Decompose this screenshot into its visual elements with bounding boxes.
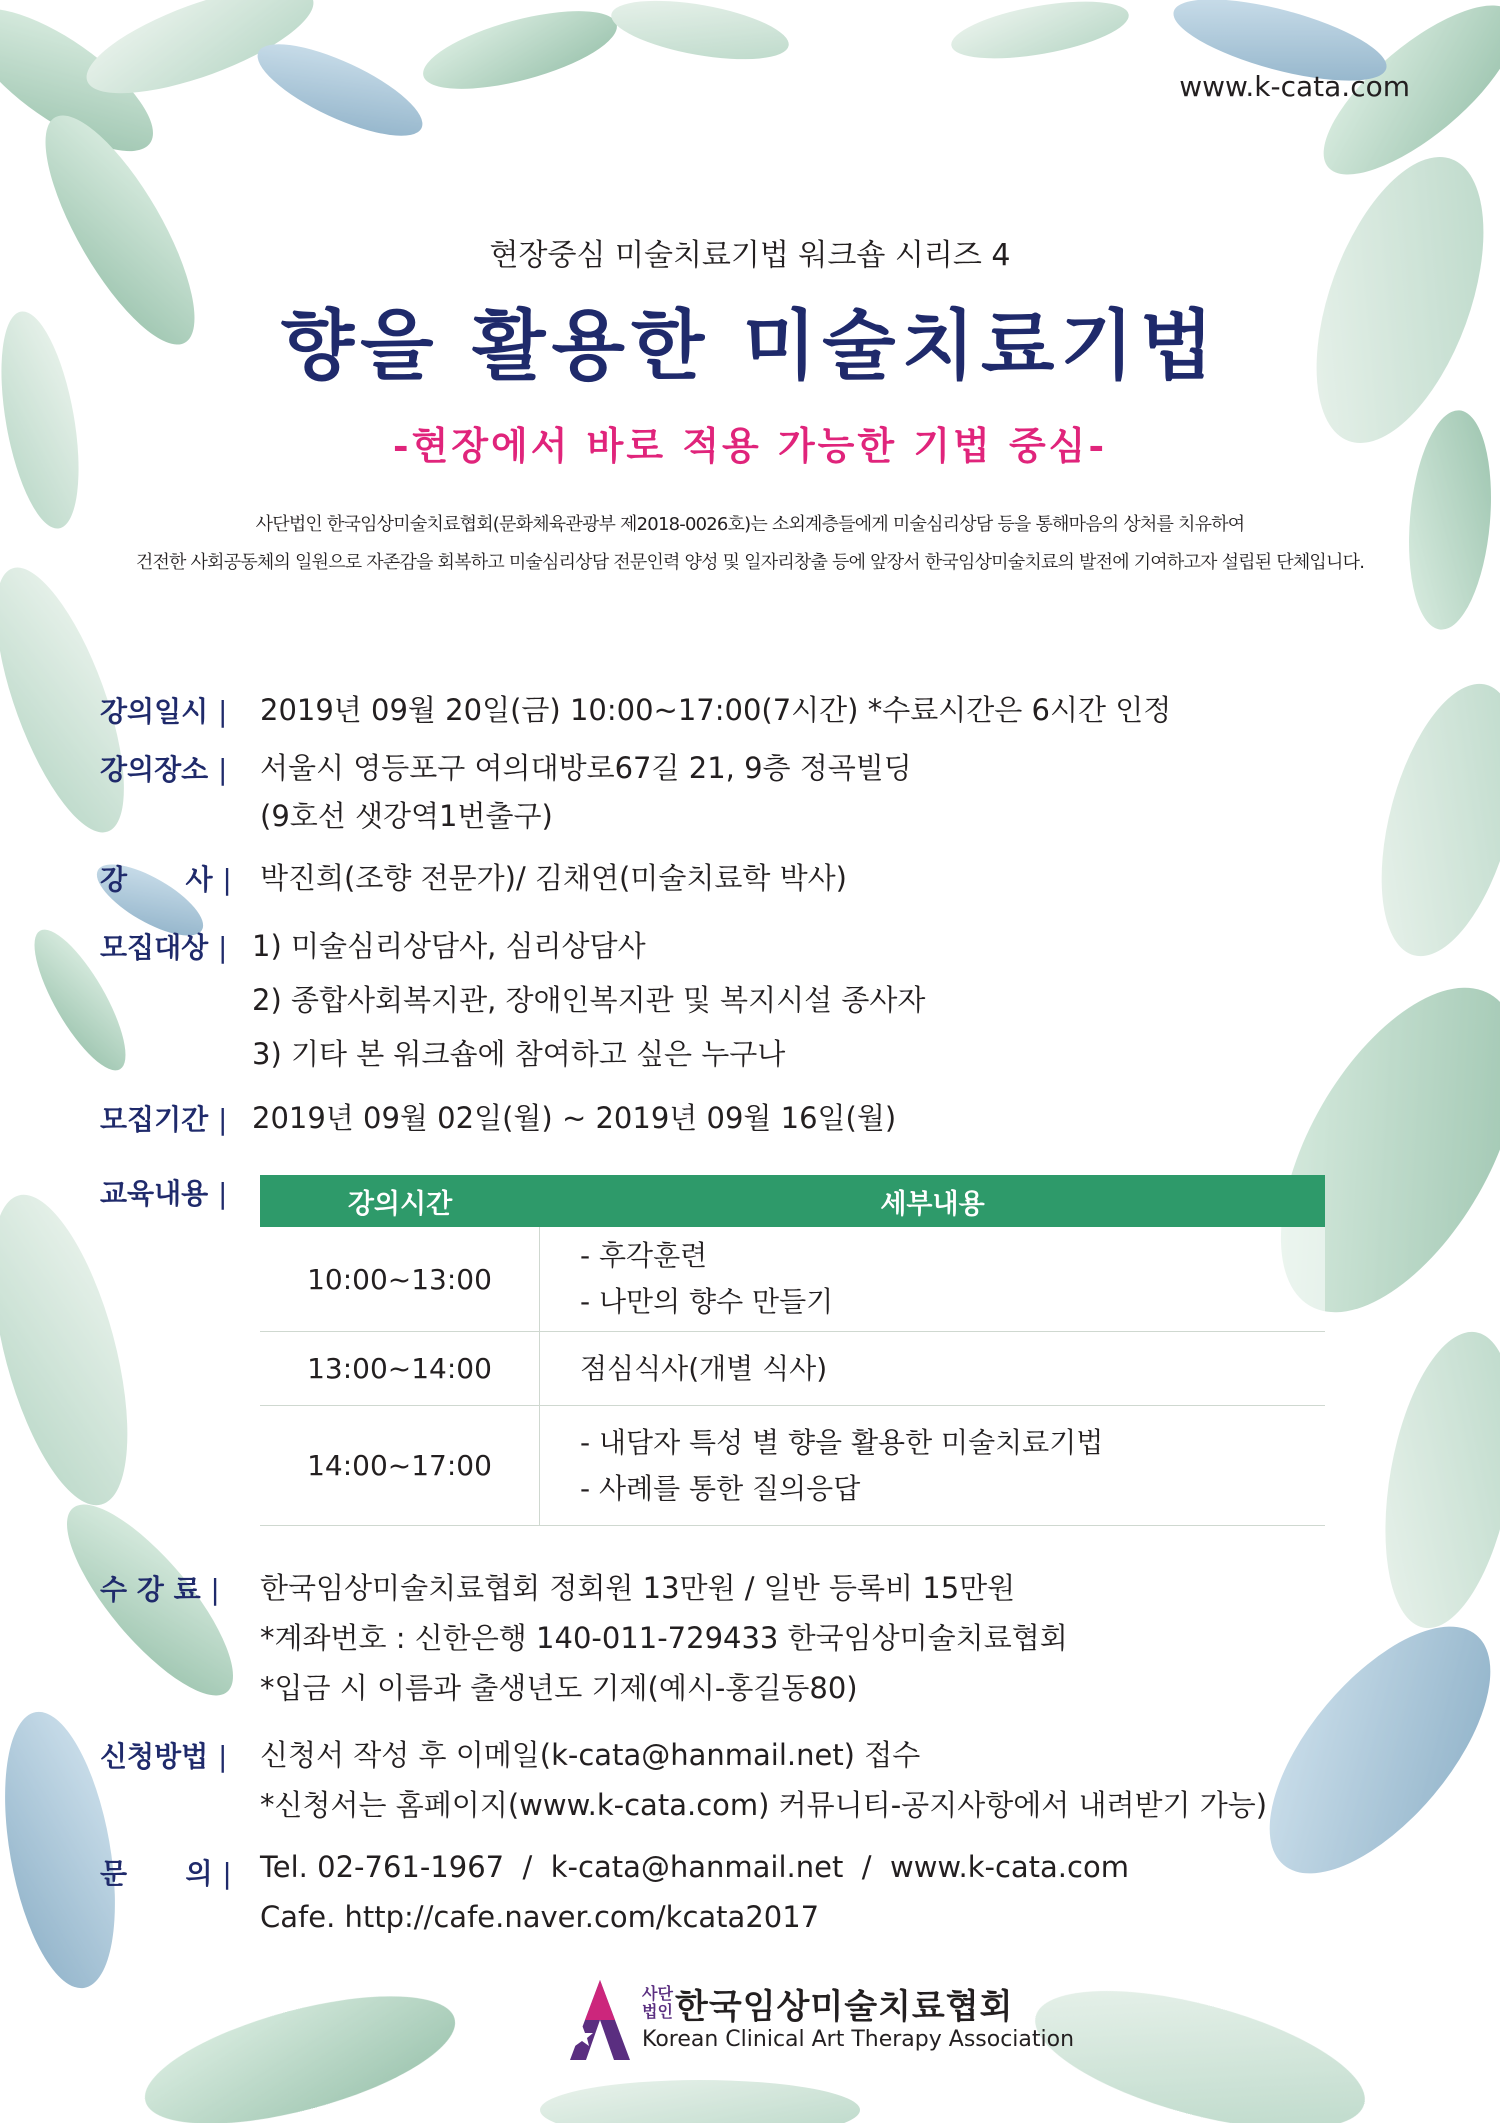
place-value-1: 서울시 영등포구 여의대방로67길 21, 9층 정곡빌딩 — [260, 751, 912, 785]
period-label: 모집기간 | — [100, 1103, 228, 1136]
detail-line: - 후각훈련 — [580, 1239, 708, 1272]
apply-line-2: *신청서는 홈페이지(www.k-cata.com) 커뮤니티-공지사항에서 내려받기 가능) — [260, 1788, 1268, 1822]
logo-name-english: Korean Clinical Art Therapy Association — [642, 2027, 1075, 2052]
contact-label: 문 의 | — [100, 1857, 232, 1890]
target-item-2: 2) 종합사회복지관, 장애인복지관 및 복지시설 종사자 — [252, 983, 926, 1017]
target-item-1: 1) 미술심리상담사, 심리상담사 — [252, 929, 646, 963]
detail-line: - 내담자 특성 별 향을 활용한 미술치료기법 — [580, 1425, 1104, 1459]
table-header — [260, 1175, 1325, 1227]
date-label: 강의일시 | — [100, 695, 228, 728]
contact-line-1: Tel. 02-761-1967 / k-cata@hanmail.net / www.k-cata.com — [260, 1850, 1129, 1884]
lecturer-value: 박진희(조향 전문가)/ 김채연(미술치료학 박사) — [260, 861, 847, 895]
series-title: 현장중심 미술치료기법 워크숍 시리즈 4 — [489, 238, 1011, 273]
row-details — [540, 1332, 1325, 1405]
place-value-2: (9호선 샛강역1번출구) — [260, 799, 553, 833]
fee-line-3: *입금 시 이름과 출생년도 기제(예시-홍길동80) — [260, 1671, 858, 1705]
association-logo — [560, 1975, 1075, 2065]
contact-line-2: Cafe. http://cafe.naver.com/kcata2017 — [260, 1900, 820, 1934]
subtitle: -현장에서 바로 적용 가능한 기법 중심- — [392, 423, 1108, 468]
fee-line-1: 한국임상미술치료협회 정회원 13만원 / 일반 등록비 15만원 — [260, 1571, 1016, 1605]
education-table — [260, 1175, 1325, 1526]
row-time: 13:00~14:00 — [260, 1332, 540, 1405]
education-label: 교육내용 | — [100, 1177, 228, 1210]
apply-line-1: 신청서 작성 후 이메일(k-cata@hanmail.net) 접수 — [260, 1738, 921, 1772]
intro-text-2: 건전한 사회공동체의 일원으로 자존감을 회복하고 미술심리상담 전문인력 양성 및 일자리창출 등에 앞장서 한국임상미술치료의 발전에 기여하고자 설립된 단체입니다. — [135, 552, 1365, 573]
place-label: 강의장소 | — [100, 753, 228, 786]
table-row — [260, 1332, 1325, 1406]
header-time: 강의시간 — [347, 1188, 453, 1220]
detail-line: - 사례를 통한 질의응답 — [580, 1471, 861, 1505]
apply-label: 신청방법 | — [100, 1740, 228, 1773]
intro-text-1: 사단법인 한국임상미술치료협회(문화체육관광부 제2018-0026호)는 소외계층들에게 미술심리상담 등을 통해마음의 상처를 치유하여 — [255, 514, 1245, 535]
row-details — [540, 1227, 1325, 1331]
logo-mark-icon — [560, 1975, 642, 2065]
logo-small-text: 사단 법인 — [642, 1984, 673, 2021]
fee-label: 수 강 료 | — [100, 1573, 220, 1606]
row-details — [540, 1406, 1325, 1525]
detail-line: 점심식사(개별 식사) — [580, 1351, 828, 1385]
table-row — [260, 1406, 1325, 1526]
logo-name-korean: 한국임상미술치료협회 — [675, 1987, 1014, 2027]
website-url: www.k-cata.com — [1179, 70, 1410, 103]
main-title: 향을 활용한 미술치료기법 — [280, 301, 1220, 390]
detail-line: - 나만의 향수 만들기 — [580, 1285, 834, 1318]
target-label: 모집대상 | — [100, 931, 228, 964]
lecturer-label: 강 사 | — [100, 863, 232, 896]
row-time: 14:00~17:00 — [260, 1406, 540, 1525]
target-item-3: 3) 기타 본 워크숍에 참여하고 싶은 누구나 — [252, 1037, 786, 1071]
table-row — [260, 1227, 1325, 1332]
date-value: 2019년 09월 20일(금) 10:00~17:00(7시간) *수료시간은 6시간 인정 — [260, 693, 1172, 727]
fee-line-2: *계좌번호 : 신한은행 140-011-729433 한국임상미술치료협회 — [260, 1621, 1068, 1655]
period-value: 2019년 09월 02일(월) ~ 2019년 09월 16일(월) — [252, 1101, 897, 1135]
header-details: 세부내용 — [880, 1188, 985, 1220]
row-time: 10:00~13:00 — [260, 1227, 540, 1331]
